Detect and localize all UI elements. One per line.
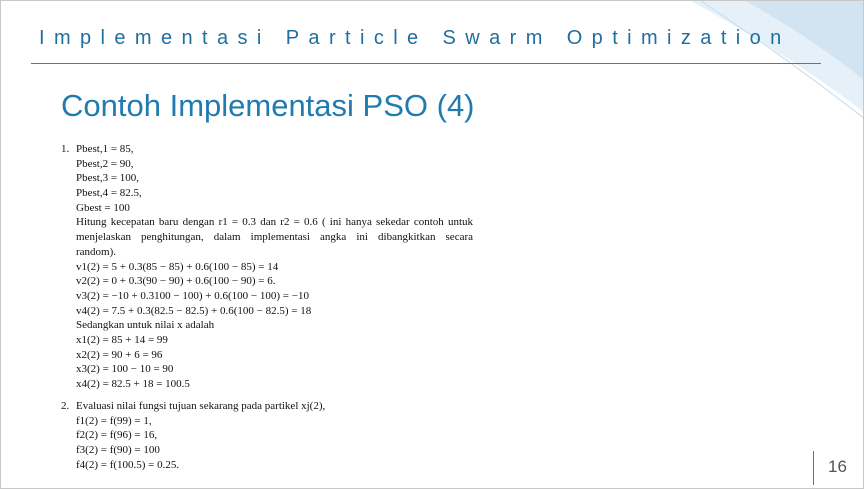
numbered-item-2 [61, 399, 325, 472]
fitness-equation: f2(2) = f(96) = 16, [76, 429, 158, 442]
paragraph-line: random). [76, 245, 117, 258]
page-number-divider [813, 451, 814, 485]
paragraph-line: Sedangkan untuk nilai x adalah [76, 319, 215, 332]
item-body [76, 399, 325, 472]
item-number: 1. [61, 143, 70, 155]
pbest-2-line: Pbest,2 = 90, [76, 157, 134, 170]
item-body [76, 142, 473, 392]
slide-title: Contoh Implementasi PSO (4) [61, 88, 475, 123]
position-equation: x4(2) = 82.5 + 18 = 100.5 [76, 378, 190, 390]
gbest-line: Gbest = 100 [76, 201, 130, 214]
position-equation: x2(2) = 90 + 6 = 96 [76, 348, 163, 361]
paragraph-line: Hitung kecepatan baru dengan r1 = 0.3 dan r2 = 0.6 ( ini hanya sekedar contoh untuk [76, 216, 473, 229]
header-divider [31, 63, 821, 64]
velocity-equation: v4(2) = 7.5 + 0.3(82.5 − 82.5) + 0.6(100 − 82.5) = 18 [76, 304, 312, 317]
velocity-equation: v3(2) = −10 + 0.3100 − 100) + 0.6(100 − 100) = −10 [76, 289, 309, 302]
item-number: 2. [61, 400, 70, 412]
page-number: 16 [828, 457, 847, 476]
pbest-1-line: Pbest,1 = 85, [76, 143, 134, 155]
fitness-equation: f1(2) = f(99) = 1, [76, 414, 152, 427]
header-title: Implementasi Particle Swarm Optimization [39, 27, 791, 49]
pbest-3-line: Pbest,3 = 100, [76, 172, 140, 185]
velocity-equation: v1(2) = 5 + 0.3(85 − 85) + 0.6(100 − 85) = 14 [76, 260, 279, 273]
fitness-equation: f3(2) = f(90) = 100 [76, 444, 160, 457]
velocity-equation: v2(2) = 0 + 0.3(90 − 90) + 0.6(100 − 90) = 6. [76, 275, 276, 288]
position-equation: x1(2) = 85 + 14 = 99 [76, 333, 168, 346]
numbered-item-1 [61, 142, 473, 392]
pbest-4-line: Pbest,4 = 82.5, [76, 187, 142, 200]
fitness-equation: f4(2) = f(100.5) = 0.25. [76, 458, 180, 471]
position-equation: x3(2) = 100 − 10 = 90 [76, 363, 174, 376]
paragraph-line: menjelaskan penghitungan, dalam implementasi angka ini dibangkitkan secara [76, 231, 473, 244]
paragraph-line: Evaluasi nilai fungsi tujuan sekarang pada partikel xj(2), [76, 400, 326, 412]
